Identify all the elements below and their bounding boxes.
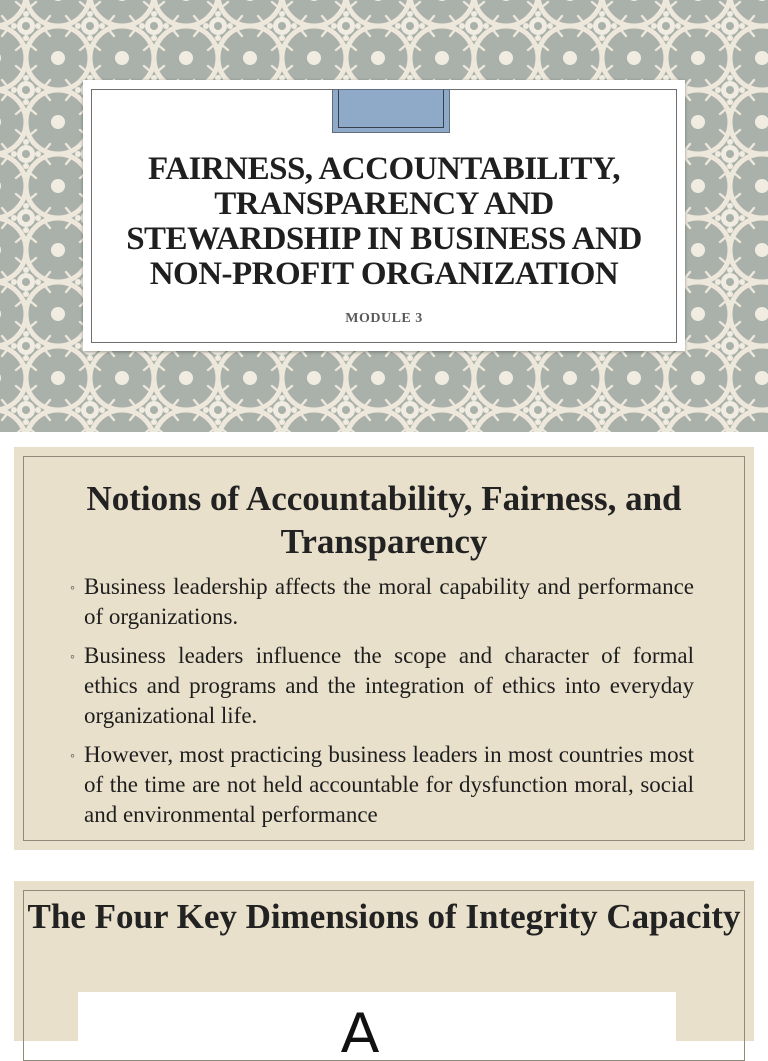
- diagram-drawing: [78, 992, 676, 1052]
- bullet-marker-icon: ◦: [70, 581, 75, 596]
- bullet-text: Business leadership affects the moral capability and performance of organizations.: [84, 574, 694, 629]
- bullet-item: [72, 641, 694, 731]
- bullet-marker-icon: ◦: [70, 749, 75, 764]
- bullet-text: However, most practicing business leaders in most countries most of the time are not held accountable for dysfunction moral, social and environmental performance: [84, 742, 694, 827]
- bullet-item: [72, 572, 694, 632]
- integrity-diagram: [78, 992, 676, 1052]
- bullet-marker-icon: ◦: [70, 650, 75, 665]
- title-card: [83, 80, 685, 351]
- bullet-text: Business leaders influence the scope and character of formal ethics and programs and the integration of ethics into everyday organizational life.: [84, 643, 694, 728]
- title-tab-decoration: [332, 89, 450, 133]
- bullet-item: [72, 740, 694, 830]
- bullet-list: [72, 572, 694, 839]
- title-tab-inner-border: [338, 90, 444, 128]
- slide-heading: The Four Key Dimensions of Integrity Capacity: [27, 897, 741, 936]
- slide-title: FAIRNESS, ACCOUNTABILITY, TRANSPARENCY AND STEWARDSHIP IN BUSINESS AND NON-PROFIT ORGANIZATION: [126, 151, 642, 292]
- slide-subtitle: MODULE 3: [345, 311, 423, 326]
- notions-slide: [14, 447, 754, 850]
- slide-heading: Notions of Accountability, Fairness, and Transparency: [86, 479, 682, 561]
- dimensions-slide: [14, 881, 754, 1052]
- diagram-label: A: [340, 1000, 381, 1052]
- title-slide: [0, 0, 768, 432]
- title-card-border: [91, 89, 677, 343]
